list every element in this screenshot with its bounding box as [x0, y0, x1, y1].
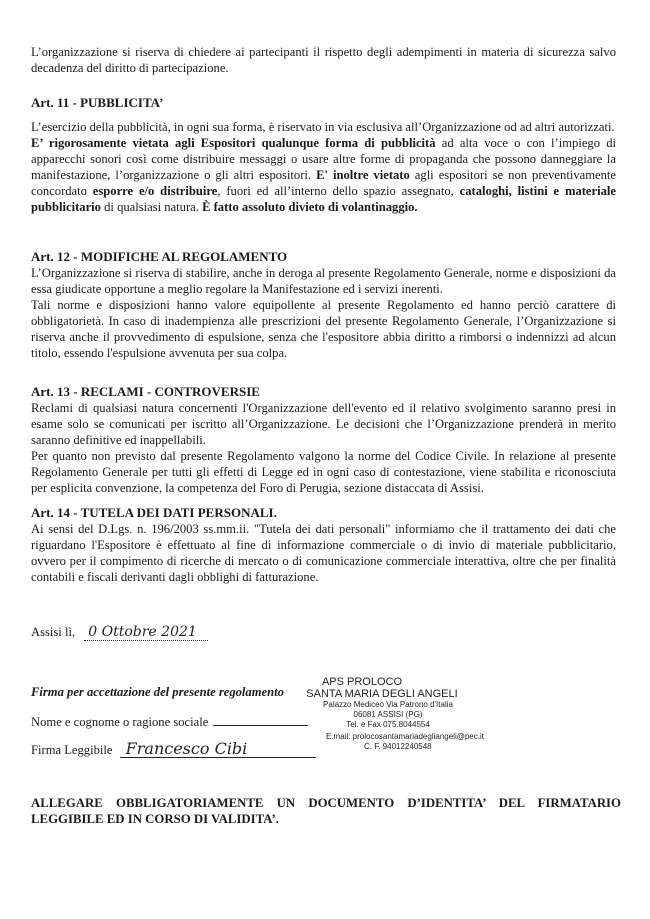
name-label: Nome e cognome o ragione sociale: [31, 715, 209, 729]
intro-text: L’organizzazione si riserva di chiedere ai partecipanti il rispetto degli adempimenti in materia di sicurezza salvo decadenza del diritto di partecipazione.: [31, 45, 616, 75]
art12-paragraph-2: Tali norme e disposizioni hanno valore equipollente al presente Regolamento ed hanno perciò carattere di obbligatorietà. In caso di inadempienza alle prescrizioni del presente Regolamento Generale, l’Organizzazione si riserva anche il provvedimento di espulsione, senza che l'espositore abbia diritto a rimborsi o indennizzi ad alcun titolo, essendo l'espulsione avvenuta per sua colpa.: [31, 298, 616, 360]
stamp-address: [300, 700, 476, 730]
art13-body: [31, 400, 616, 496]
art14-paragraph-1: Ai sensi del D.Lgs. n. 196/2003 ss.mm.ii. "Tutela dei dati personali" informiamo che il trattamento dei dati che riguardano l'Espositore è effettuato al fine di informazione commerciale o di invio di materiale pubblicitario, ovvero per il compimento di ricerche di mercato o di comunicazione commerciale interattiva, oltre che per finalità contabili e fiscali derivanti dagli obblighi di fatturazione.: [31, 522, 616, 584]
intro-paragraph: [31, 44, 616, 76]
name-field-line[interactable]: [213, 713, 308, 726]
art13-section: [31, 384, 616, 400]
stamp-contacts: [326, 732, 526, 752]
art13-title: Art. 13 - RECLAMI - CONTROVERSIE: [31, 384, 260, 399]
art11-text-4: di qualsiasi natura.: [100, 200, 203, 214]
art11-bold-2: E' inoltre vietato: [316, 168, 410, 182]
art14-section: [31, 505, 616, 521]
art11-body: [31, 119, 616, 215]
art12-body: [31, 265, 616, 361]
stamp-line-5: Tel. e Fax 075.8044554: [346, 720, 430, 729]
art12-title: Art. 12 - MODIFICHE AL REGOLAMENTO: [31, 249, 288, 264]
art11-bold-1: E’ rigorosamente vietata agli Espositori qualunque forma di pubblicità: [31, 136, 436, 150]
place-label: Assisi lì,: [31, 625, 76, 639]
art13-paragraph-2: Per quanto non previsto dal presente Regolamento valgono la norme del Codice Civile. In relazione al presente Regolamento Generale per tutti gli effetti di Legge ed in ogni caso di contestazione, viene stabilita e riconosciuta per esplicita convenzione, la competenza del Foro di Perugia, sezione distaccata di Assisi.: [31, 449, 616, 495]
stamp-org: [282, 688, 482, 700]
signature-row: [31, 741, 331, 758]
art11-title: Art. 11 - PUBBLICITA’: [31, 95, 164, 110]
art12-section: [31, 249, 616, 265]
handwritten-date: 0 Ottobre 2021: [84, 624, 208, 641]
art11-bold-4: cataloghi, listini e materiale pubblicitario: [31, 184, 616, 214]
stamp-line-4: 06081 ASSISI (PG): [353, 710, 423, 719]
art11-text-2: agli espositori se non preventivamente concordato: [31, 168, 616, 198]
stamp-line-2: SANTA MARIA DEGLI ANGELI: [306, 688, 458, 700]
stamp-line-1: APS PROLOCO: [321, 676, 403, 688]
art11-paragraph-1: L’esercizio della pubblicità, in ogni sua forma, è riservato in via esclusiva all’Organizzazione od ad altri autorizzati.: [31, 120, 615, 134]
acceptance-label: Firma per accettazione del presente regolamento: [31, 685, 284, 699]
stamp-line-3: Palazzo Mediceo Via Patrono d'Italia: [323, 700, 453, 709]
art11-text-3: , fuori ed all’interno dello spazio assegnato,: [217, 184, 460, 198]
sign-label: Firma Leggibile: [31, 743, 113, 757]
art11-text-1: ad alta voce o con l’impiego di apparecchi sonori così come distribuire messaggi o usare altre forme di propaganda che possono danneggiare la manifestazione, l’organizzazione o gli altri espositori.: [31, 136, 616, 182]
art11-paragraph-2: [31, 135, 616, 215]
stamp-line-6: E.mail: prolocosantamariadegliangeli@pec.it: [326, 732, 484, 741]
art14-title: Art. 14 - TUTELA DEI DATI PERSONALI.: [31, 505, 277, 520]
art11-section: [31, 95, 616, 111]
stamp-header: [292, 676, 432, 688]
art13-paragraph-1: Reclami di qualsiasi natura concernenti l'Organizzazione dell'evento ed il relativo svolgimento saranno presi in esame solo se comunicati per iscritto all’Organizzazione. Le decisioni che l’Organizzazione prenderà in merito saranno definitive ed inappellabili.: [31, 401, 616, 447]
place-date-row: [31, 624, 331, 648]
stamp-line-7: C. F. 94012240548: [364, 742, 432, 751]
art11-bold-5: È fatto assoluto divieto di volantinaggio.: [202, 200, 418, 214]
handwritten-signature: Francesco Cibi: [120, 741, 316, 758]
art14-body: [31, 521, 616, 585]
footer-notice: ALLEGARE OBBLIGATORIAMENTE UN DOCUMENTO D’IDENTITA’ DEL FIRMATARIO LEGGIBILE ED IN CORSO DI VALIDITA’.: [31, 796, 621, 826]
art12-paragraph-1: L’Organizzazione si riserva di stabilire, anche in deroga al presente Regolamento Generale, norme e disposizioni da essa giudicate opportune a meglio regolare la Manifestazione ed i servizi inerenti.: [31, 266, 616, 296]
art11-bold-3: esporre e/o distribuire: [92, 184, 218, 198]
name-row: [31, 713, 331, 730]
